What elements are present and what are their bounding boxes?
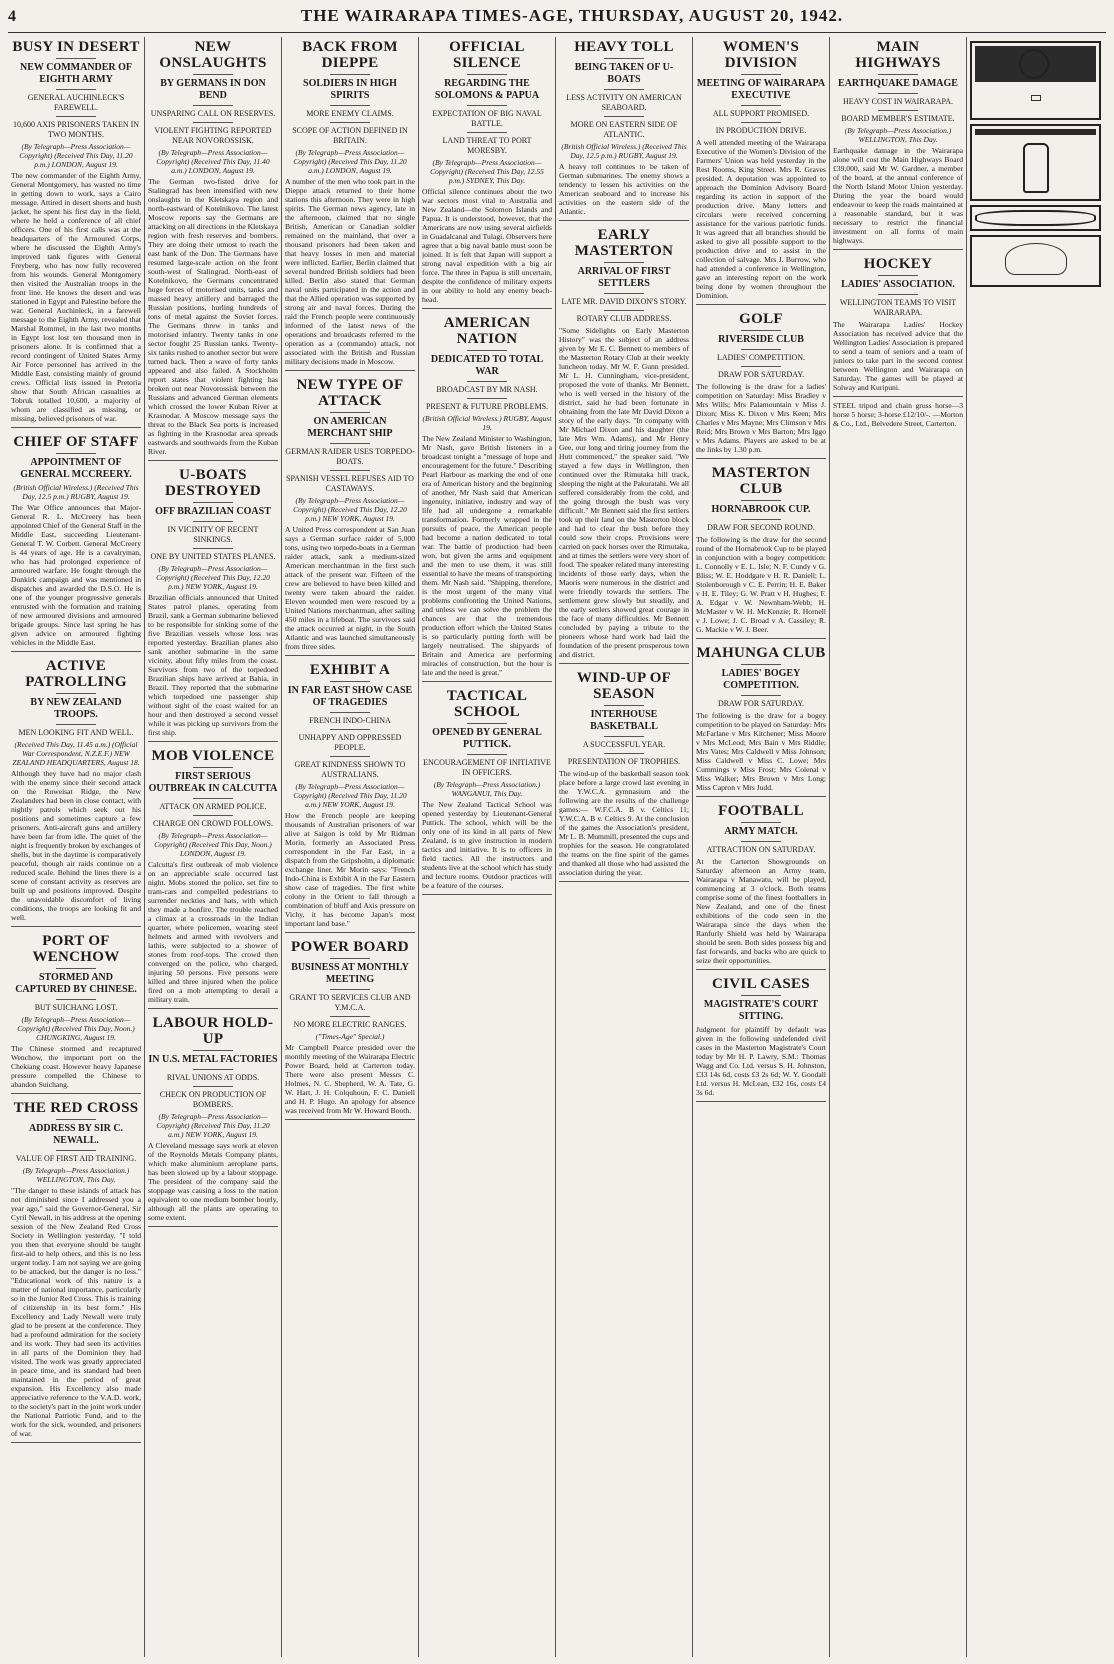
article-body: Calcutta's first outbreak of mob violence on an appreciable scale occurred last night. Mobs stoned the police, set fire to tram-cars and compelled pedestrians to surrender neckties and hats, with which they made a bonfire. The trouble reached a climax at a crossroads in the Indian quarter, where policemen, wearing steel helmets and armed with revolvers and lathis, were subjected to a shower of stones from roof-tops. The crowd then converged on the police, who charged, injuring 50 persons. Five persons were killed and three injured when the police fired on a mob attempting to derail a military train. — [148, 860, 278, 1004]
headline: U-BOATS DESTROYED — [164, 467, 262, 499]
subheadline: BROADCAST BY MR NASH. — [436, 385, 538, 394]
subheadline: CHECK ON PRODUCTION OF BOMBERS. — [159, 1090, 267, 1109]
article-body: The Wairarapa Ladies' Hockey Association has received advice that the Wellington Ladies' Association is prepared to send a team of seniors and a team of juniors to take part in the second contest between Wellington and Wairarapa on Saturday. The games will be played at Solway and Kuripuni. — [833, 320, 963, 392]
article-body: A well attended meeting of the Wairarapa Executive of the Women's Division of the Farmers' Union was held yesterday in the Rest Rooms, King Street. Mrs R. Graves presided. A deputation was appointed to approach the Dominion Advisory Board regarding its action in support of the production drive. Many letters and circulars were received concerning assistance for the various patriotic funds. It was agreed that all branches should be asked to give all possible support to the production drive and to assist in the collection of salvage. Mrs J. Burrow, who had attended a conference in Wellington, gave an interesting report on the work being done by women throughout the Dominion. — [696, 138, 826, 300]
rule — [741, 74, 781, 75]
headline: TACTICAL SCHOOL — [446, 688, 528, 720]
article-body: The War Office announces that Major-General R. L. McCreery has been appointed Chief of the General Staff in the Middle East, succeeding Lieutenant-General T. W. Corbett. General McCreery is 44 years of age. He is a cavalryman, who has had prolonged experience of armoured warfare. He fought through the Dunkirk campaign and was mentioned in dispatches and awarded the D.S.O. He is one of the younger progressive generals entrusted with the formation and training of new armoured divisions and armoured brigade groups. Since last spring he has given advice on armoured fighting vehicles in the Middle East. — [11, 503, 141, 647]
subheadline: INTERHOUSE BASKETBALL — [590, 709, 658, 732]
article-body: Judgment for plaintiff by default was given in the following undefended civil cases in the Masterton Magistrate's Court today by Mr H. P. Lawry, S.M.: Thomas Wagg and Co. Ltd. versus S. H. Johnston, £33 14s 6d, costs £3 2s 6d; W. Y. Goodall Ltd. versus H. McLean, £32 16s, costs £4 3s 6d. — [696, 1025, 826, 1097]
rule — [193, 502, 233, 503]
columns — [8, 37, 1106, 1657]
rule — [193, 122, 233, 123]
subheadline: MAGISTRATE'S COURT SITTING. — [703, 999, 819, 1022]
subheadline: ROTARY CLUB ADDRESS. — [576, 314, 672, 323]
article-body: The German two-fisted drive for Stalingrad has been intensified with new onslaughts in the Kletskaya region and north-eastward of Kotelnikovo. The latest Moscow reports say the Germans are attacking on all directions in the Kletskaya region with fresh reserves and bombers. They are doing their utmost to reach the east bank of the Don. The Germans have resumed large-scale action on the front south-west of Stalingrad. North-east of Kotelnikovo, the Germans concentrated huge forces of motorised units, tanks and massed heavy artillery and barraged the Russian positions, hurling hundreds of tons of metal against the Soviet forces. The Germans threw in tanks and motorised infantry. Twenty tanks in one sector fought 25 Russian tanks. Twenty-six tanks rushed to another sector but were turned back. Then a wave of forty tanks appeared and also failed. A Stockholm report states that violent fighting has broken out near Novorossisk between the Russians and advanced German elements which crossed the lower Kuban River at Krasnodar. A Moscow message says the threat to the Black Sea ports is increased as fighting in the Krasnodar area spreads eastwards and southwards from the Kuban River. — [148, 177, 278, 456]
subheadline: DRAW FOR SATURDAY. — [717, 370, 805, 379]
article-body: The New Zealand Tactical School was opened yesterday by Lieutenant-General Puttick. The school, which will be the only one of its kind in all parts of New Zealand, is to give instruction in modern tactics and initiative. It is to officers in field tactics. All the instructors and students live at the school which has study and lecture rooms. Outdoor practices will be a feature of the courses. — [422, 800, 552, 890]
rule — [741, 822, 781, 823]
article-body: The new commander of the Eighth Army, General Montgomery, has wasted no time in getting down to work, says a Cairo message. Attired in desert shorts and bush jacket, he spent his first day in the field, where he held a conference of all chief officers. One of his first calls was at the headquarters of the Armoured Corps, where he discussed the Eighth Army's improved tank figures with General Freyberg, who has now fully recovered from his wounds. General Montgomery then visited the Australian troops in the front line. He knows the desert and was stationed in Egypt and Palestine before the war. General Auchinleck, in a farewell message to the Eighth Army, revealed that Marshal Rommel, in the last two months in Egypt lost lost ten thousand men in prisoners alone. It is confirmed that a record contingent of United States Army Air Force personnel has arrived in the Middle East, consisting mainly of ground crews. Official lists issued in Pretoria show that South African casualties at Tobruk totalled 10,600, a majority of whom are classified as missing, or missing, believed prisoners of war. — [11, 171, 141, 423]
masthead — [8, 6, 1106, 33]
headline: WOMEN'S DIVISION — [722, 39, 800, 71]
dateline: (British Official Wireless.) (Received This Day, 12.5 p.m.) RUGBY, August 19. — [13, 483, 139, 501]
subheadline: ARMY MATCH. — [724, 826, 798, 837]
rule — [878, 74, 918, 75]
page-number: 4 — [8, 8, 16, 25]
hair-wave-icon — [1005, 243, 1067, 275]
headline: MAIN HIGHWAYS — [855, 39, 941, 71]
rule — [467, 132, 507, 133]
subheadline: OPENED BY GENERAL PUTTICK. — [432, 727, 542, 750]
story — [148, 1013, 278, 1227]
article-body: A United Press correspondent at San Juan says a German surface raider of 5,000 tons, using two torpedo-boats in a German raider attack, sank a medium-sized American merchantman in the first such attack of the present war. Fifteen of the crew are believed to have been killed and twenty were taken aboard the raider. Eleven wounded men were rescued by a United Nations merchantman, after sailing 450 miles in a lifeboat. The survivors said the attack occurred at night, in the South Atlantic and was launched simultaneously from three sides. — [285, 525, 415, 651]
rule — [56, 453, 96, 454]
oyoline-bottle-icon — [1023, 143, 1049, 193]
rule — [193, 767, 233, 768]
subheadline: ALL SUPPORT PROMISED. — [712, 109, 810, 118]
headline: PORT OF WENCHOW — [32, 933, 120, 965]
subheadline: FIRST SERIOUS OUTBREAK IN CALCUTTA — [148, 771, 278, 794]
headline: NEW ONSLAUGHTS — [159, 39, 267, 71]
headline: OFFICIAL SILENCE — [449, 39, 525, 71]
rule — [56, 999, 96, 1000]
subheadline: RIVAL UNIONS AT ODDS. — [166, 1073, 260, 1082]
dateline: (By Telegraph—Press Association.) WELLINGTON, This Day. — [844, 126, 952, 144]
rule — [467, 723, 507, 724]
article-body: "Some Sidelights on Early Masterton History" was the subject of an address given by Mr E. C. Bennett to members of the Masterton Rotary Club at their weekly luncheon today. Mr W. F. Gunn presided. Mr L. H. Cunningham, vice-president, proposed the vote of thanks. Mr Bennett, who is well versed in the history of the district, said he had been fortunate in obtaining from the late Mr David Dixon a story of the early days. "In company with Mr Michael Dixon and his daughter (the late Mrs Wm. Adams), and Mr Henry Gee, our long and tiring journey from the Hutt commenced," the speaker said. "We stayed a few days in Wellington, then continued over the Rimutaka hill track, sleeping the night at the Pakuratahi. We all suffered considerably from the cold, and the going through the bush was very difficult." Mr Bennett said the first settlers took up their land on the Masterton block and had to clear the bush before they could sow their crops. Provisions were carried on pack horses over the Rimutaka, and at times the settlers were very short of food. The speaker related many interesting incidents of those early days, when the Maoris were numerous in the district and were friendly towards the settlers. The settlement grew slowly but steadily, and the early settlers showed great courage in the face of many difficulties. Mr Bennett concluded by paying a tribute to the pioneers whose hard work had laid the foundation of the present prosperous town and district. — [559, 326, 689, 659]
rule — [604, 262, 644, 263]
subheadline: WELLINGTON TEAMS TO VISIT WAIRARAPA. — [839, 298, 957, 317]
rule — [56, 1119, 96, 1120]
subheadline: LAND THREAT TO PORT MORESBY. — [442, 136, 532, 155]
rule — [56, 116, 96, 117]
oyoline-brand — [975, 129, 1096, 135]
headline: POWER BOARD — [291, 939, 409, 955]
rule — [467, 398, 507, 399]
hansells-cloud-label — [975, 210, 1096, 226]
boracure-ad — [970, 41, 1101, 120]
subheadline: ONE BY UNITED STATES PLANES. — [150, 552, 276, 561]
subheadline: SCOPE OF ACTION DEFINED IN BRITAIN. — [292, 126, 408, 145]
rule — [193, 798, 233, 799]
headline: CHIEF OF STAFF — [13, 434, 139, 450]
subheadline: 10,600 AXIS PRISONERS TAKEN IN TWO MONTHS. — [12, 120, 140, 139]
subheadline: BUSINESS AT MONTHLY MEETING — [291, 962, 409, 985]
subheadline: FRENCH INDO-CHINA — [309, 716, 391, 725]
salon-ad — [970, 235, 1101, 288]
rule — [604, 705, 644, 706]
column-3 — [282, 37, 419, 1657]
subheadline: RIVERSIDE CLUB — [718, 334, 804, 345]
column-6 — [693, 37, 830, 1657]
story — [11, 931, 141, 1094]
story — [11, 432, 141, 652]
dateline: (By Telegraph—Press Association—Copyright) (Received This Day, 11.20 a.m.) NEW YORK, August 19. — [293, 782, 407, 809]
classified-ad: STEEL tripod and chain gruss horse—3 horse 5 horse; 3-horse £12/10/-. —Morton & Co., Ltd., Belvedere Street, Carterton. — [833, 401, 963, 428]
subheadline: BEING TAKEN OF U-BOATS — [574, 62, 674, 85]
story — [148, 746, 278, 1009]
rule — [878, 110, 918, 111]
rule — [741, 330, 781, 331]
article-body: Mr Campbell Pearce presided over the monthly meeting of the Wairarapa Electric Power Board, held at Carterton today. There were also present Messrs C. Holmes, N. C. Shepherd, W. A. Tate, G. W. Hart, J. H. Colquhoun, F. C. Daniell and H. P. Hugo. An apology for absence was received from Mr W. Howard Booth. — [285, 1043, 415, 1115]
hansells-ad — [970, 205, 1101, 231]
dateline: (By Telegraph—Press Association—Copyright) (Received This Day, Noon.) LONDON, August 19. — [154, 831, 272, 858]
rule — [330, 443, 370, 444]
rule — [56, 724, 96, 725]
rule — [330, 105, 370, 106]
subheadline: HORNABROOK CUP. — [711, 504, 811, 515]
headline: HOCKEY — [863, 256, 933, 272]
story — [696, 974, 826, 1102]
rule — [741, 695, 781, 696]
headline: GOLF — [739, 311, 783, 327]
article-body: The following is the draw for a ladies' competition on Saturday: Miss Bradley v Mrs Wills; Mrs Palamountain v Miss J. Dixon; Miss K. Dixon v Mrs Keen; Mrs Charles v Mrs Mayne; Mrs Climson v Mrs Reid; Mrs Brown v Mrs Barton; Mrs Iggo v Mrs Adams. Players are asked to be at the links by 1.30 p.m. — [696, 382, 826, 454]
headline: MAHUNGA CLUB — [696, 645, 826, 661]
story — [696, 801, 826, 970]
boracure-company — [1031, 95, 1041, 101]
subheadline: EARTHQUAKE DAMAGE — [838, 78, 958, 89]
story — [11, 37, 141, 428]
subheadline: VIOLENT FIGHTING REPORTED NEAR NOVOROSSISK. — [154, 126, 272, 145]
story — [559, 225, 689, 664]
rule — [741, 664, 781, 665]
headline: BACK FROM DIEPPE — [302, 39, 398, 71]
rule — [467, 105, 507, 106]
rule — [741, 519, 781, 520]
story — [696, 309, 826, 459]
story — [285, 37, 415, 371]
subheadline: IN VICINITY OF RECENT SINKINGS. — [167, 525, 259, 544]
boracure-seal-icon — [1019, 49, 1049, 79]
rule — [741, 366, 781, 367]
rule — [193, 521, 233, 522]
dateline: (By Telegraph—Press Association—Copyright) (Received This Day, 11.40 a.m.) LONDON, August 19. — [156, 148, 270, 175]
subheadline: LADIES' COMPETITION. — [716, 353, 806, 362]
article-body: Brazilian officials announced that United States patrol planes, operating from Brazil, sank a German submarine believed to be responsible for sinking some of the five Brazilian vessels whose loss was reported yesterday. Brazilian planes also sank another submarine in the same vicinity, about fifty miles from the coast. Survivors from two of the torpedoed Brazilian ships have arrived at Bahia, in Brazil. They reported that the submarine which torpedoed one passenger ship without sight of the coast waited for an hour and then destroyed a second vessel while it was picking up survivors from the first ship. — [148, 593, 278, 737]
subheadline: NO MORE ELECTRIC RANGES. — [293, 1020, 407, 1029]
rule — [56, 693, 96, 694]
article-body: At the Carterton Showgrounds on Saturday afternoon an Army team, Wairarapa v Manawatu, will be played, commencing at 3 o'clock. Both teams comprise some of the finest footballers in New Zealand, and one of the finest exhibitions of the code seen in the Wairarapa since the days when the Ranfurly Shield was held by Wairarapa should be seen. Both sides possess big and fast forwards, and backs who are quick to seize their opportunities. — [696, 857, 826, 965]
story — [833, 254, 963, 397]
rule — [604, 753, 644, 754]
dateline: (By Telegraph—Press Association.) WANGANUI, This Day. — [433, 780, 541, 798]
story — [285, 375, 415, 656]
story — [148, 465, 278, 742]
rule — [330, 681, 370, 682]
rule — [878, 93, 918, 94]
dateline: (By Telegraph—Press Association—Copyright) (Received This Day, 11.20 a.m.) LONDON, August 19. — [293, 148, 407, 175]
story — [696, 643, 826, 797]
rule — [604, 89, 644, 90]
column-8-ads — [967, 37, 1104, 1657]
column-1 — [8, 37, 145, 1657]
article-body: "The danger to these islands of attack has not diminished since I addressed you a year ago," said the Governor-General, Sir Cyril Newall, in his address at the opening session of the New Zealand Red Cross Society in Wellington yesterday. "I told you then that everyone should be taught first-aid to help others, and this is no less urgent today. I am not saying we are going to be attacked, but the danger is no less." "Educational work of this nature is a matter of national importance, particularly so in the Junior Red Cross. This is training of citizenship in its best form." His Excellency and Lady Newall were truly glad to be present at the conference. They had a profound admiration for the society and its work. They had seen its activities in all parts of the Dominion they had visited. The work was greatly appreciated in peace time, and its standard had been maintained in the period of great expansion. His Excellency also made appreciative reference to the V.A.D. work, to the society's part in the joint work under the National Patriotic Fund, and to the work for the sick, wounded, and prisoners of war. — [11, 1186, 141, 1438]
headline: MOB VIOLENCE — [151, 748, 275, 764]
column-5 — [556, 37, 693, 1657]
dateline: (British Official Wireless.) (Received This Day, 12.5 p.m.) RUGBY, August 19. — [561, 142, 687, 160]
headline: FOOTBALL — [718, 803, 804, 819]
rule — [330, 958, 370, 959]
dateline: (By Telegraph—Press Association—Copyright) (Received This Day, Noon.) CHUNGKING, August 19. — [17, 1015, 135, 1042]
rule — [741, 122, 781, 123]
rule — [330, 1016, 370, 1017]
headline: EXHIBIT A — [309, 662, 391, 678]
rule — [193, 1086, 233, 1087]
article-body: A Cleveland message says work at eleven of the Reynolds Metals Company plants, which make aluminium aeroplane parts, has been slowed up by a labour stoppage. The president of the company said the stoppage was causing a loss to the nation equivalent to one medium bomber hourly, although all the plants are operating to some extent. — [148, 1141, 278, 1222]
column-7 — [830, 37, 967, 1657]
subheadline: ENCOURAGEMENT OF INITIATIVE IN OFFICERS. — [423, 758, 551, 777]
rule — [56, 1150, 96, 1151]
subheadline: ADDRESS BY SIR C. NEWALL. — [28, 1123, 124, 1146]
subheadline: A SUCCESSFUL YEAR. — [582, 740, 666, 749]
headline: THE RED CROSS — [13, 1100, 139, 1116]
dateline: (Received This Day, 11.45 a.m.) (Official War Correspondent, N.Z.E.F.) NEW ZEALAND HEADQUARTERS, August 18. — [12, 740, 140, 767]
subheadline: VALUE OF FIRST AID TRAINING. — [15, 1154, 137, 1163]
rule — [193, 1050, 233, 1051]
rule — [56, 58, 96, 59]
rule — [330, 756, 370, 757]
rule — [741, 500, 781, 501]
subheadline: DRAW FOR SATURDAY. — [717, 699, 805, 708]
headline: CIVIL CASES — [712, 976, 810, 992]
dateline: (By Telegraph—Press Association—Copyright) (Received This Day, 12.20 p.m.) NEW YORK, August 19. — [156, 564, 270, 591]
rule — [878, 294, 918, 295]
rule — [330, 122, 370, 123]
column-4 — [419, 37, 556, 1657]
rule — [604, 736, 644, 737]
story — [559, 37, 689, 221]
subheadline: STORMED AND CAPTURED BY CHINESE. — [15, 972, 137, 995]
subheadline: PRESENTATION OF TROPHIES. — [567, 757, 681, 766]
article-body: Although they have had no major clash with the enemy since their second attack on the Ruweisat Ridge, the New Zealanders had been in close contact, with nightly patrols which seek out his positions and sometimes capture a few prisoners. Anti-aircraft guns and artillery have been far from idle. The quiet of the night is frequently broken by exchanges of shells, but in the daytime is comparatively peaceful, though air raids continue on a reduced scale. Behind the lines there is a scene of constant activity as reserves are built up and positions improved. Despite the unavoidable discomfort of living conditions, the troops are looking fit and well. — [11, 769, 141, 922]
headline: AMERICAN NATION — [443, 315, 531, 347]
subheadline: ARRIVAL OF FIRST SETTLERS — [577, 266, 671, 289]
article-body: A number of the men who took part in the Dieppe attack returned to their home stations this afternoon. They were in high spirits. The German news agency, late in the afternoon, claimed that no single British, American or Canadian soldier remained on the mainland, that over a thousand prisoners had been taken and that heavy losses in men and material were inflicted. Earlier, Berlin claimed that several hundred British soldiers had been killed. Berlin also stated that German naval units participated in the action and that the Allied operation was supported by strong air and naval forces. During the raid the French people were continuously informed of the latest news of the operations and broadcasts referred to the operation as a (commando) attack, not associated with the British and Russian military decisions made in Moscow. — [285, 177, 415, 366]
subheadline: APPOINTMENT OF GENERAL MCCREERY. — [20, 457, 132, 480]
article-body: How the French people are keeping thousands of Australian prisoners of war alive at Saigon is told by Mr Ridman Morin, formerly an Associated Press correspondent in the Far East, in a dispatch from the Gripsholm, a diplomatic exchange liner. Mr Morin says: "French Indo-China is Exhibit A in the Far Eastern show case of tragedies. The first white colony in the Orient to fall through a combination of bluff and Axis pressure on Vichy, it has become Japan's most important land base." — [285, 811, 415, 928]
rule — [330, 729, 370, 730]
subheadline: LADIES' BOGEY COMPETITION. — [721, 668, 801, 691]
rule — [193, 815, 233, 816]
subheadline: BY GERMANS IN DON BEND — [160, 78, 266, 101]
subheadline: LATE MR. DAVID DIXON'S STORY. — [561, 297, 687, 306]
headline: NEW TYPE OF ATTACK — [296, 377, 404, 409]
story — [696, 463, 826, 639]
article-body: The following is the draw for a bogey competition to be played on Saturday: Mrs McFarlane v Mrs Kitchener; Miss Moore v Mrs McLeod; Mrs Bain v Mrs Riddle; Mrs Vates; Mrs Caldwell v Miss Johnson; Miss Caldwell v Miss C. Lowe; Mrs Cummings v Miss Frost; Mrs Colenal v Miss Walker; Mrs Brown v Mrs Long; Miss Capron v Mrs Judd. — [696, 711, 826, 792]
subheadline: ATTACK ON ARMED POLICE. — [159, 802, 267, 811]
subheadline: OFF BRAZILIAN COAST — [155, 506, 271, 517]
subheadline: UNSPARING CALL ON RESERVES. — [150, 109, 276, 118]
headline: EARLY MASTERTON — [574, 227, 674, 259]
subheadline: BOARD MEMBER'S ESTIMATE. — [841, 114, 955, 123]
story — [285, 937, 415, 1120]
subheadline: LESS ACTIVITY ON AMERICAN SEABOARD. — [566, 93, 682, 112]
story — [422, 686, 552, 895]
rule — [467, 350, 507, 351]
rule — [330, 74, 370, 75]
rule — [193, 74, 233, 75]
rule — [193, 105, 233, 106]
dateline: (British Official Wireless.) RUGBY, August 19. — [422, 414, 552, 432]
subheadline: DRAW FOR SECOND ROUND. — [707, 523, 815, 532]
rule — [604, 116, 644, 117]
dateline: (By Telegraph—Press Association—Copyright) (Received This Day, 12.55 p.m.) SYDNEY, This Day. — [430, 158, 544, 185]
rule — [604, 58, 644, 59]
subheadline: IN FAR EAST SHOW CASE OF TRAGEDIES — [287, 685, 413, 708]
story — [11, 656, 141, 927]
rule — [741, 841, 781, 842]
headline: LABOUR HOLD-UP — [152, 1015, 274, 1047]
subheadline: GREAT KINDNESS SHOWN TO AUSTRALIANS. — [294, 760, 406, 779]
subheadline: IN U.S. METAL FACTORIES — [148, 1054, 278, 1065]
rule — [193, 548, 233, 549]
subheadline: CHARGE ON CROWD FOLLOWS. — [153, 819, 273, 828]
subheadline: BY NEW ZEALAND TROOPS. — [30, 697, 122, 720]
subheadline: ON AMERICAN MERCHANT SHIP — [307, 416, 393, 439]
subheadline: SPANISH VESSEL REFUSES AID TO CASTAWAYS. — [286, 474, 414, 493]
rule — [467, 381, 507, 382]
story — [148, 37, 278, 461]
subheadline: REGARDING THE SOLOMONS & PAPUA — [434, 78, 540, 101]
story — [11, 1098, 141, 1443]
rule — [330, 712, 370, 713]
rule — [193, 1069, 233, 1070]
subheadline: MORE ON EASTERN SIDE OF ATLANTIC. — [570, 120, 678, 139]
subheadline: ATTRACTION ON SATURDAY. — [706, 845, 816, 854]
rule — [741, 105, 781, 106]
subheadline: HEAVY COST IN WAIRARAPA. — [842, 97, 954, 106]
subheadline: NEW COMMANDER OF EIGHTH ARMY — [19, 62, 133, 85]
headline: WIND-UP OF SEASON — [576, 670, 672, 702]
rule — [467, 74, 507, 75]
subheadline: DEDICATED TO TOTAL WAR — [430, 354, 544, 377]
subheadline: MEETING OF WAIRARAPA EXECUTIVE — [696, 78, 826, 101]
rule — [467, 754, 507, 755]
rule — [56, 89, 96, 90]
article-body: Earthquake damage in the Wairarapa alone will cost the Main Highways Board £39,000, said Mr W. Gardner, a member of the board, at the annual conference of the North Island Motor Union yesterday. During the year the board would endeavour to keep the roads maintained at a reasonable standard, but it was necessary to restrict the financial investment on all forms of main highways. — [833, 146, 963, 245]
story — [422, 313, 552, 682]
oyoline-ad — [970, 124, 1101, 201]
story — [833, 37, 963, 250]
story — [696, 37, 826, 305]
subheadline: LADIES' ASSOCIATION. — [841, 279, 955, 290]
column-2 — [145, 37, 282, 1657]
dateline: (By Telegraph—Press Association.) WELLINGTON, This Day. — [22, 1166, 130, 1184]
article-body: The wind-up of the basketball season took place before a large crowd last evening in the Y.W.C.A. gymnasium and the following are the results of the challenge games:— W.F.C.A. B v. Celtics 11; Y.W.C.A. B v. Celtics 9. At the conclusion of the games the Association's president, Mr L. B. Mummill, presented the cups and trophies for the season. He congratulated the teams on the fine spirit of the games and thanked all those who had assisted the association during the year. — [559, 769, 689, 877]
dateline: (By Telegraph—Press Association—Copyright) (Received This Day, 12.20 p.m.) NEW YORK, August 19. — [293, 496, 407, 523]
subheadline: PRESENT & FUTURE PROBLEMS. — [425, 402, 549, 411]
story — [559, 668, 689, 882]
rule — [741, 349, 781, 350]
rule — [330, 989, 370, 990]
article-body: The following is the draw for the second round of the Hornabrook Cup to be played in conjunction with a bogey competition: L. Connolly v E. L. Isle; N. F. Cundy v G. Bliss; W. E. Hoddgate v H. R. Daniell; L. Stolenborough v C. E. Perrin; H. E. Baker v H. E. Tiley; G. W. Pratt v H. Hughes; F. A. Edgar v W. Newnham-Webb; H. McMaster v W. H. McKenzie; R. Hornell v J. Lowe; J. C. Broad v A. Cassiley; R. G. Mackie v W. J. Beer. — [696, 535, 826, 634]
subheadline: GERMAN RAIDER USES TORPEDO-BOATS. — [285, 447, 415, 466]
headline: MASTERTON CLUB — [711, 465, 811, 497]
rule — [330, 412, 370, 413]
headline: ACTIVE PATROLLING — [25, 658, 127, 690]
rule — [330, 470, 370, 471]
subheadline: BUT SUICHANG LOST. — [34, 1003, 118, 1012]
subheadline: MEN LOOKING FIT AND WELL. — [18, 728, 134, 737]
headline: BUSY IN DESERT — [12, 39, 140, 55]
subheadline: GRANT TO SERVICES CLUB AND Y.M.C.A. — [289, 993, 411, 1012]
rule — [56, 968, 96, 969]
story — [422, 37, 552, 309]
rule — [878, 275, 918, 276]
subheadline: EXPECTATION OF BIG NAVAL BATTLE. — [432, 109, 542, 128]
rule — [604, 310, 644, 311]
article-body: The Chinese stormed and recaptured Wenchow, the important port on the Chekiang coast. However heavy Japanese pressure compelled the Chinese to abandon Suichang. — [11, 1044, 141, 1089]
subheadline: GENERAL AUCHINLECK'S FAREWELL. — [27, 93, 125, 112]
rule — [741, 995, 781, 996]
rule — [604, 293, 644, 294]
article-body: Official silence continues about the two war sectors most vital to Australia and New Zealand—the Solomon Islands and Papua. It is understood, however, that the Americans are now using several airfields in Guadalcanal and Tulagi. Observers here agree that a big naval battle must soon be joined. It is felt that Japan will support a strong naval expedition with a big air force. The three in Papua is still uncertain, despite the confidence of military experts in our ability to hold any enemy beach-head. — [422, 187, 552, 304]
subheadline: MORE ENEMY CLAIMS. — [306, 109, 394, 118]
subheadline: IN PRODUCTION DRIVE. — [715, 126, 807, 135]
dateline: (By Telegraph—Press Association—Copyright) (Received This Day, 11.20 a.m.) NEW YORK, August 19. — [156, 1112, 270, 1139]
dateline: (By Telegraph—Press Association—Copyright) (Received This Day, 11.20 p.m.) LONDON, August 19. — [19, 142, 133, 169]
story — [285, 660, 415, 933]
headline: HEAVY TOLL — [574, 39, 674, 55]
subheadline: UNHAPPY AND OPPRESSED PEOPLE. — [298, 733, 402, 752]
subheadline: SOLDIERS IN HIGH SPIRITS — [303, 78, 397, 101]
dateline: ("Times-Age" Special.) — [315, 1032, 385, 1041]
article-body: The New Zealand Minister to Washington, Mr Nash, gave British listeners in a broadcast tonight a "message of hope and encouragement for the future." Describing Pearl Harbour as marking the end of one era of American history and the beginning of another, Mr Nash said that American ingenuity, initiative, industry and way of life had all undergone a remarkable transformation. Formerly wrapped in the pursuits of peace, the American people had become a nation dedicated to total war. The battle of production had been won, but given the arms and equipment and the men to use them, it was still essential to have the means of transporting them. Mr Nash said. "Shipping, therefore, is the most urgent of the many vital problems confronting the United Nations, and unless we can solve the problem the chances are that the tremendous production effort which the United States is so particularly putting forth will be largely neutralised. The shipyards of Britain and America are performing miracles of construction, but the hour is late and the need is great." — [422, 434, 552, 677]
article-body: A heavy toll continues to be taken of German submarines. The enemy shows a tendency to lessen his activities on the American seaboard and to increase his activities on the eastern side of the Atlantic. — [559, 162, 689, 216]
newspaper-title: THE WAIRARAPA TIMES-AGE, THURSDAY, AUGUST 20, 1942. — [300, 6, 844, 25]
